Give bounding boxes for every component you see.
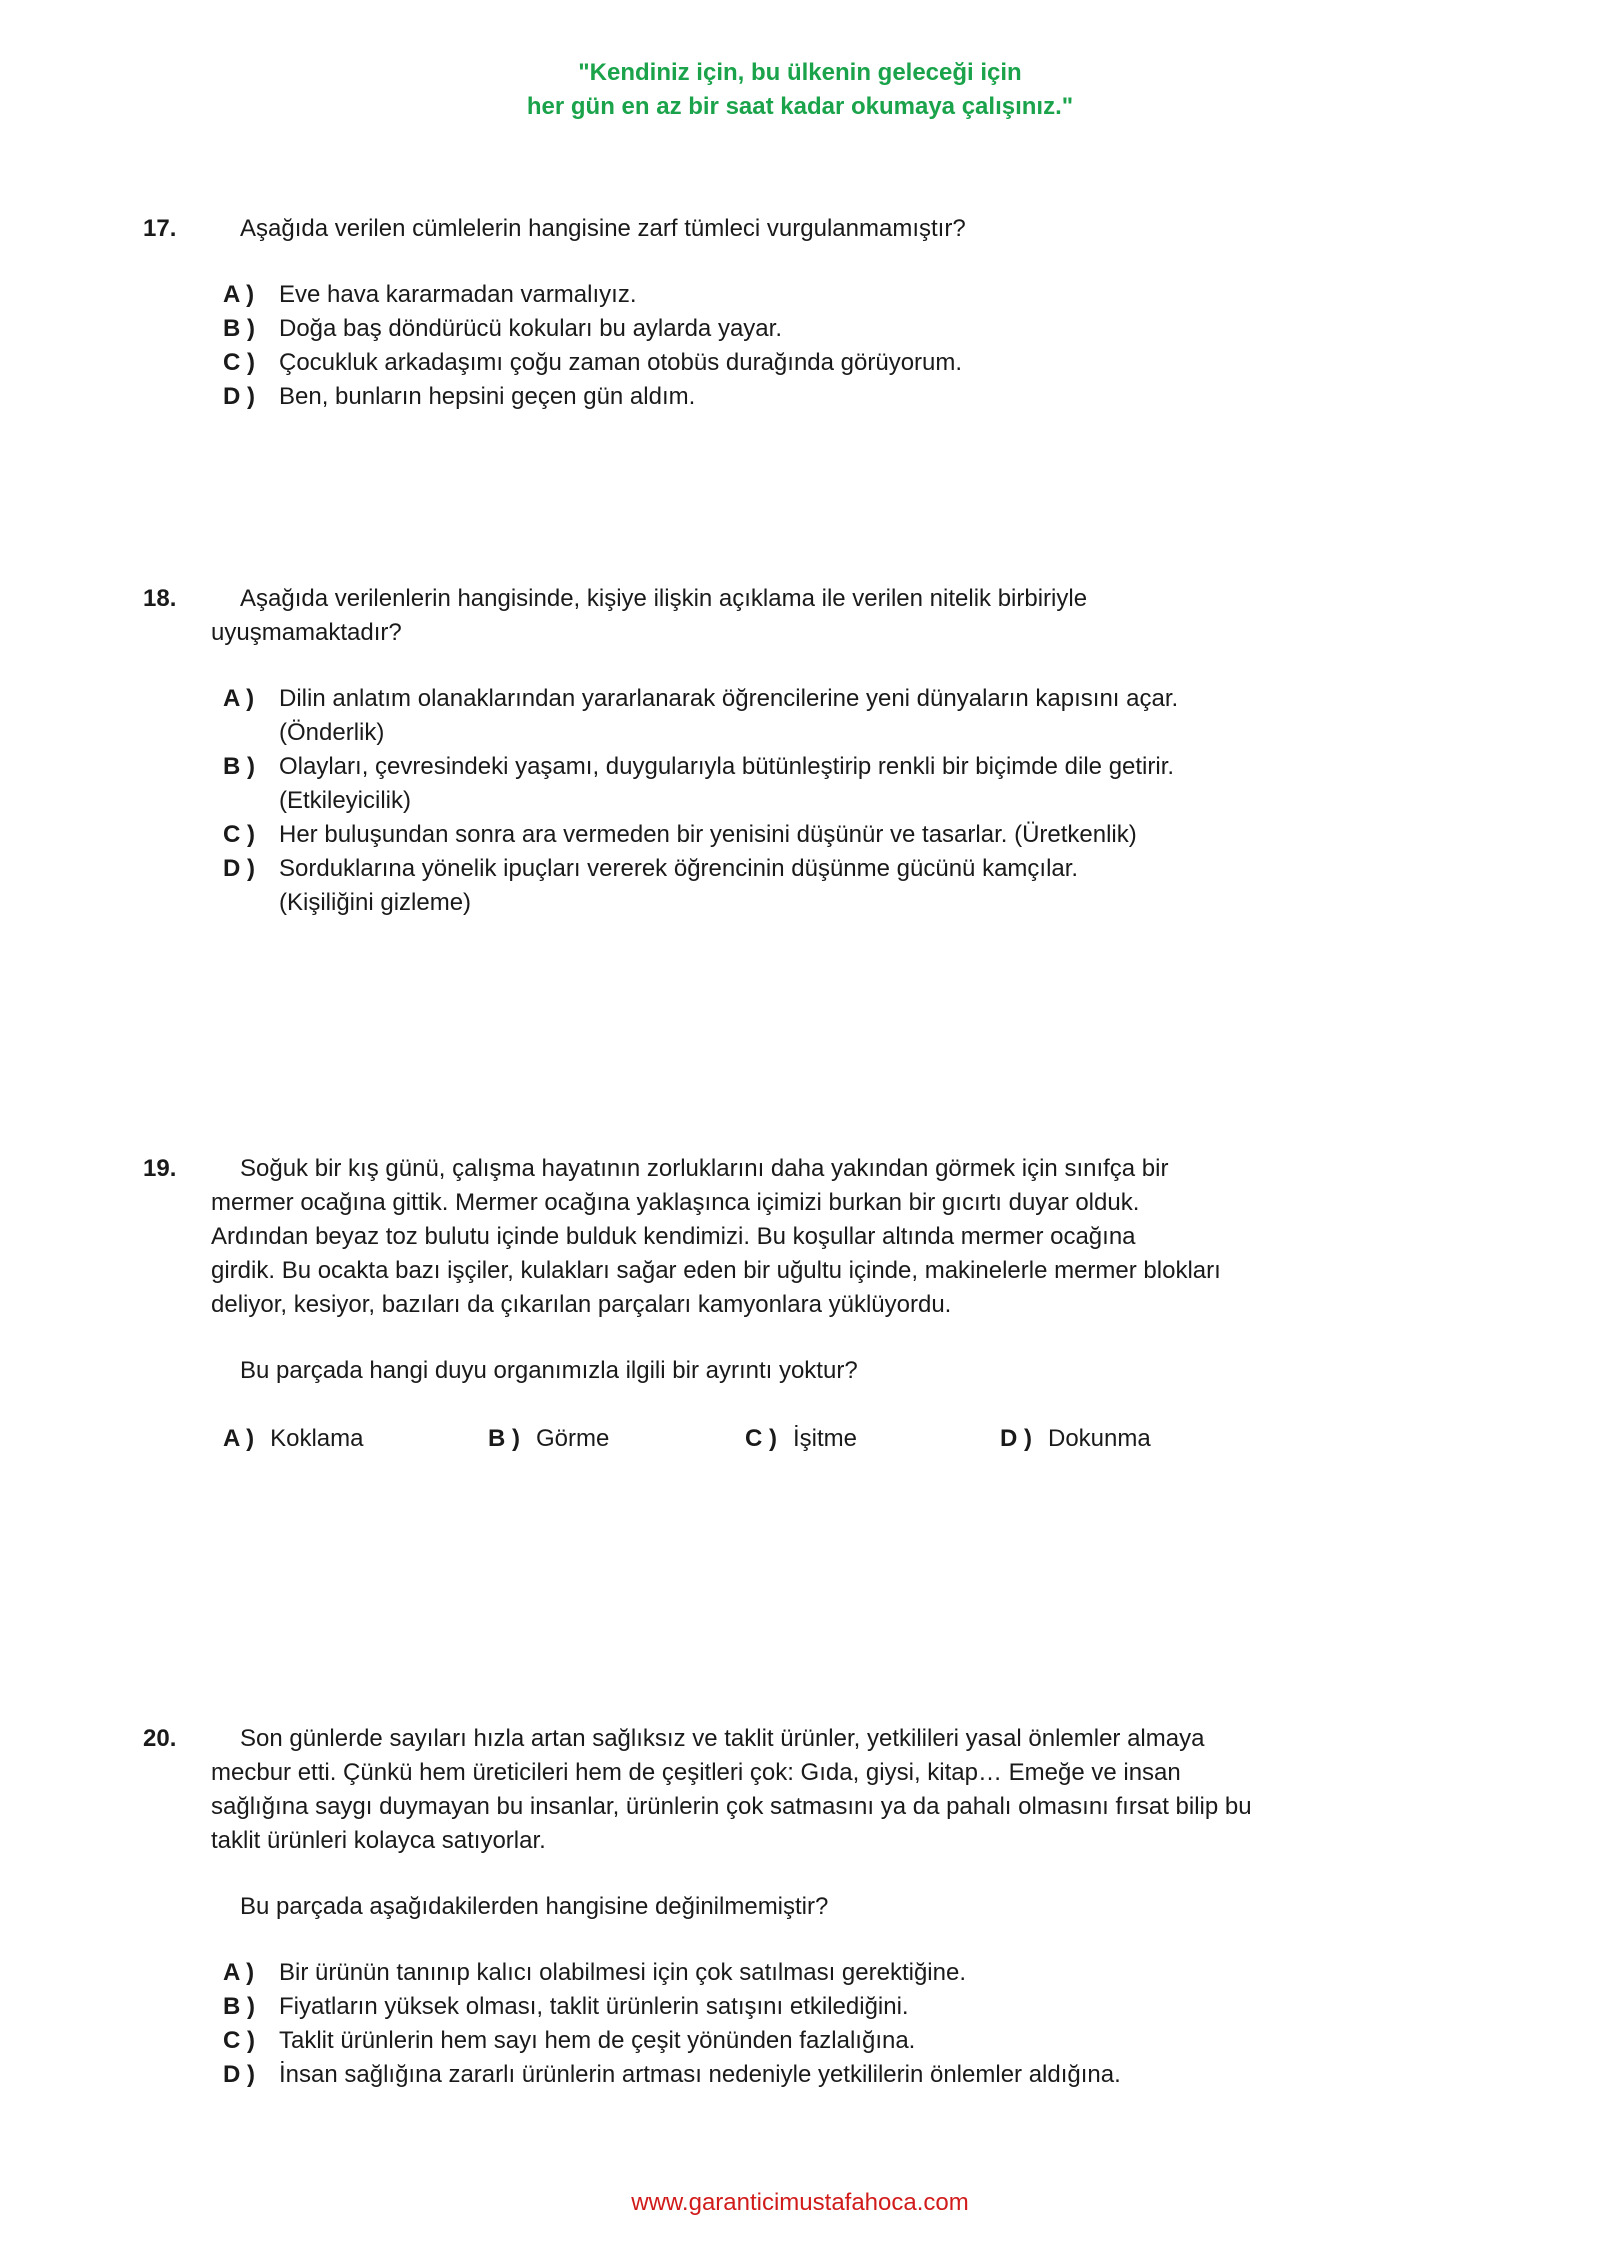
option-c[interactable] — [143, 2024, 1403, 2058]
option-letter: A ) — [223, 1959, 255, 1986]
option-a[interactable] — [223, 1422, 363, 1456]
option-text: Dilin anlatım olanaklarından yararlanarak öğrencilerine yeni dünyaların kapısını açar. — [279, 685, 1179, 712]
options-list — [143, 682, 1403, 920]
question-line — [143, 616, 1403, 650]
question-line — [143, 582, 1403, 616]
option-text: Dokunma — [1048, 1425, 1151, 1452]
option-d[interactable] — [1000, 1422, 1151, 1456]
question-number: 17. — [143, 215, 177, 242]
option-letter: A ) — [223, 685, 255, 712]
option-b[interactable] — [143, 750, 1403, 818]
question-text: girdik. Bu ocakta bazı işçiler, kulakları sağar eden bir uğultu içinde, makinelerle mermer blokları — [211, 1257, 1221, 1284]
question-text: Aşağıda verilenlerin hangisinde, kişiye ilişkin açıklama ile verilen nitelik birbiriyle — [240, 585, 1088, 612]
option-letter: D ) — [223, 855, 255, 882]
footer-website-link[interactable]: www.garanticimustafahoca.com — [631, 2189, 969, 2216]
option-letter: C ) — [223, 2027, 255, 2054]
option-letter: B ) — [223, 1993, 255, 2020]
question-text: Soğuk bir kış günü, çalışma hayatının zorluklarını daha yakından görmek için sınıfça bir — [240, 1155, 1169, 1182]
question-line — [143, 1288, 1403, 1322]
question-line — [143, 1186, 1403, 1220]
options-list — [143, 1956, 1403, 2092]
option-d[interactable] — [143, 380, 1403, 414]
option-text: (Etkileyicilik) — [279, 787, 411, 814]
option-text: Sorduklarına yönelik ipuçları vererek öğrencinin düşünme gücünü kamçılar. — [279, 855, 1079, 882]
question-number: 20. — [143, 1725, 177, 1752]
question-line — [143, 1254, 1403, 1288]
option-c[interactable] — [745, 1422, 857, 1456]
question-text: Son günlerde sayıları hızla artan sağlıksız ve taklit ürünler, yetkilileri yasal önlemler almaya — [240, 1725, 1205, 1752]
option-text: İşitme — [793, 1425, 858, 1452]
options-row — [143, 1422, 1403, 1456]
option-letter: B ) — [488, 1425, 520, 1452]
question-number: 19. — [143, 1155, 177, 1182]
question-line — [143, 1152, 1403, 1186]
question-text: mermer ocağına gittik. Mermer ocağına yaklaşınca içimizi burkan bir gıcırtı duyar olduk. — [211, 1189, 1140, 1216]
option-b[interactable] — [488, 1422, 609, 1456]
header-line-2: her gün en az bir saat kadar okumaya çalışınız." — [526, 93, 1074, 120]
question-number: 18. — [143, 585, 177, 612]
option-d[interactable] — [143, 852, 1403, 920]
option-letter: A ) — [223, 281, 255, 308]
option-d[interactable] — [143, 2058, 1403, 2092]
question-line — [143, 1790, 1403, 1824]
option-text: Doğa baş döndürücü kokuları bu aylarda yayar. — [279, 315, 782, 342]
option-letter: D ) — [223, 2061, 255, 2088]
option-letter: C ) — [223, 821, 255, 848]
option-text: Her buluşundan sonra ara vermeden bir yenisini düşünür ve tasarlar. (Üretkenlik) — [279, 821, 1137, 848]
question-20 — [143, 1722, 1403, 2092]
option-b[interactable] — [143, 312, 1403, 346]
question-line — [143, 1722, 1403, 1756]
option-text: Fiyatların yüksek olması, taklit ürünlerin satışını etkilediğini. — [279, 1993, 909, 2020]
option-text: Eve hava kararmadan varmalıyız. — [279, 281, 637, 308]
option-text: (Kişiliğini gizleme) — [279, 889, 472, 916]
header-line-1: "Kendiniz için, bu ülkenin geleceği için — [578, 59, 1022, 86]
option-letter: D ) — [1000, 1425, 1032, 1452]
option-c[interactable] — [143, 818, 1403, 852]
options-list — [143, 278, 1403, 414]
option-text: Olayları, çevresindeki yaşamı, duygularıyla bütünleştirip renkli bir biçimde dile getirir. — [279, 753, 1175, 780]
option-a[interactable] — [143, 278, 1403, 312]
option-c[interactable] — [143, 346, 1403, 380]
option-letter: B ) — [223, 315, 255, 342]
question-text: uyuşmamaktadır? — [211, 619, 402, 646]
question-19 — [143, 1152, 1403, 1456]
option-letter: B ) — [223, 753, 255, 780]
question-text: mecbur etti. Çünkü hem üreticileri hem de çeşitleri çok: Gıda, giysi, kitap… Emeğe ve insan — [211, 1759, 1181, 1786]
option-a[interactable] — [143, 1956, 1403, 1990]
option-a[interactable] — [143, 682, 1403, 750]
question-text: Ardından beyaz toz bulutu içinde bulduk kendimizi. Bu koşullar altında mermer ocağına — [211, 1223, 1136, 1250]
question-text: deliyor, kesiyor, bazıları da çıkarılan parçaları kamyonlara yüklüyordu. — [211, 1291, 952, 1318]
option-text: (Önderlik) — [279, 719, 385, 746]
page-header-quote — [0, 56, 1600, 124]
option-letter: C ) — [745, 1425, 777, 1452]
question-line — [143, 1756, 1403, 1790]
question-line — [143, 1824, 1403, 1858]
question-text: Aşağıda verilen cümlelerin hangisine zarf tümleci vurgulanmamıştır? — [240, 215, 966, 242]
option-letter: C ) — [223, 349, 255, 376]
question-text: sağlığına saygı duymayan bu insanlar, ürünlerin çok satmasını ya da pahalı olmasını fırsat bilip bu — [211, 1793, 1252, 1820]
option-text: Koklama — [270, 1425, 364, 1452]
question-line — [143, 212, 1403, 246]
option-text: Ben, bunların hepsini geçen gün aldım. — [279, 383, 696, 410]
question-17 — [143, 212, 1403, 414]
option-b[interactable] — [143, 1990, 1403, 2024]
question-text: taklit ürünleri kolayca satıyorlar. — [211, 1827, 546, 1854]
option-letter: D ) — [223, 383, 255, 410]
option-text: İnsan sağlığına zararlı ürünlerin artması nedeniyle yetkililerin önlemler aldığına. — [279, 2061, 1121, 2088]
question-stem: Bu parçada hangi duyu organımızla ilgili bir ayrıntı yoktur? — [240, 1357, 858, 1384]
option-text: Bir ürünün tanınıp kalıcı olabilmesi için çok satılması gerektiğine. — [279, 1959, 966, 1986]
option-text: Görme — [536, 1425, 610, 1452]
question-18 — [143, 582, 1403, 920]
question-line — [143, 1220, 1403, 1254]
option-text: Taklit ürünlerin hem sayı hem de çeşit yönünden fazlalığına. — [279, 2027, 916, 2054]
question-stem: Bu parçada aşağıdakilerden hangisine değinilmemiştir? — [240, 1893, 829, 1920]
option-letter: A ) — [223, 1425, 255, 1452]
option-text: Çocukluk arkadaşımı çoğu zaman otobüs durağında görüyorum. — [279, 349, 963, 376]
